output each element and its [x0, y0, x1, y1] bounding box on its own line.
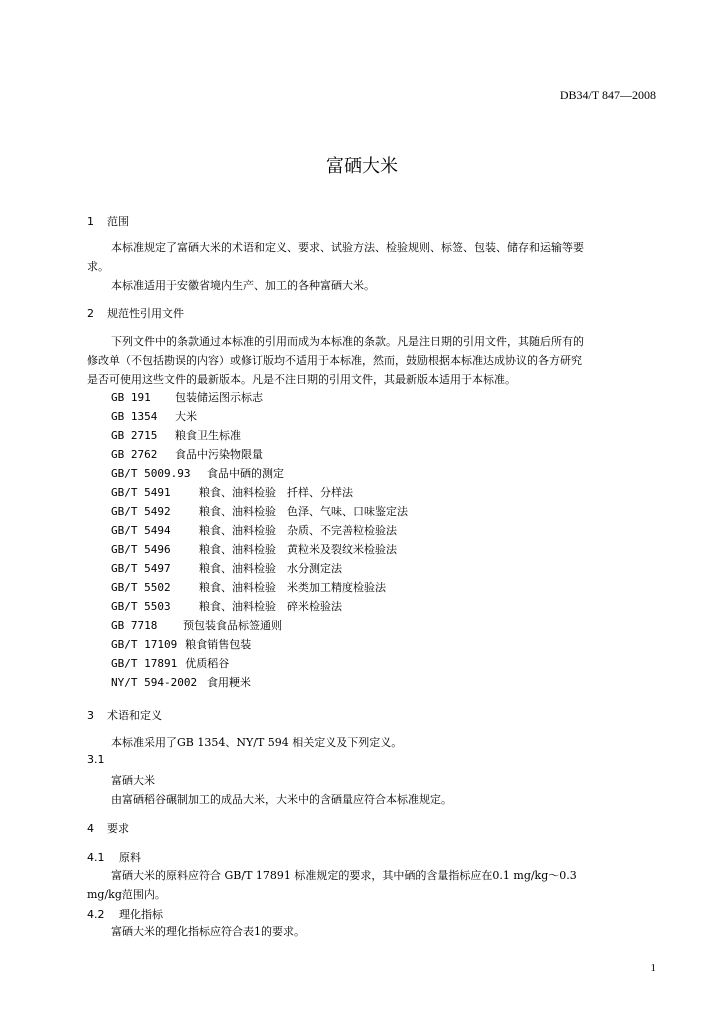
reference-code: GB/T 17109 — [111, 638, 178, 651]
reference-item — [111, 484, 353, 500]
reference-title: 粮食销售包装 — [185, 638, 252, 651]
reference-item — [111, 446, 263, 462]
raw-material-line: 富硒大米的原料应符合 GB/T 17891 标准规定的要求，其中硒的含量指标应在0.1 mg/kg～0.3 — [111, 869, 577, 882]
subsection-number: 4.2 — [87, 908, 105, 921]
references-intro-line: 下列文件中的条款通过本标准的引用而成为本标准的条款。凡是注日期的引用文件，其随后所有的 — [111, 335, 584, 348]
section-2-heading — [87, 305, 184, 321]
reference-item — [111, 560, 342, 576]
reference-code: GB/T 5491 — [111, 486, 171, 499]
section-title: 规范性引用文件 — [107, 307, 184, 320]
reference-code: GB 7718 — [111, 619, 158, 632]
reference-title: 粮食、油料检验 水分测定法 — [199, 562, 342, 575]
reference-item — [111, 541, 397, 557]
section-4-heading — [87, 820, 129, 836]
section-3-heading — [87, 707, 162, 723]
section-title: 范围 — [107, 215, 129, 228]
subsection-number: 4.1 — [87, 851, 105, 864]
reference-title: 预包装食品标签通则 — [183, 619, 282, 632]
reference-item — [111, 408, 197, 424]
section-number: 4 — [87, 822, 94, 835]
reference-title: 食用粳米 — [207, 676, 251, 689]
reference-item — [111, 636, 251, 652]
reference-code: GB/T 17891 — [111, 657, 178, 670]
reference-title: 粮食、油料检验 杂质、不完善粒检验法 — [199, 524, 397, 537]
reference-item — [111, 617, 282, 633]
reference-title: 优质稻谷 — [185, 657, 230, 670]
scope-paragraph-line: 求。 — [87, 260, 109, 273]
reference-code: GB 191 — [111, 391, 151, 404]
reference-item — [111, 598, 342, 614]
reference-code: NY/T 594-2002 — [111, 676, 198, 689]
reference-code: GB/T 5492 — [111, 505, 171, 518]
term-name: 富硒大米 — [111, 774, 155, 787]
page-number: 1 — [650, 962, 656, 974]
reference-code: GB/T 5497 — [111, 562, 171, 575]
subsection-title: 理化指标 — [119, 908, 163, 921]
reference-item — [111, 579, 386, 595]
terms-intro: 本标准采用了GB 1354、NY/T 594 相关定义及下列定义。 — [111, 736, 403, 749]
subsection-number: 3.1 — [87, 753, 105, 766]
reference-title: 粮食、油料检验 碎米检验法 — [199, 600, 342, 613]
reference-item — [111, 427, 241, 443]
reference-code: GB 2715 — [111, 429, 158, 442]
section-title: 要求 — [107, 822, 129, 835]
section-number: 1 — [87, 215, 94, 228]
reference-code: GB/T 5494 — [111, 524, 171, 537]
references-intro-line: 是否可使用这些文件的最新版本。凡是不注日期的引用文件，其最新版本适用于本标准。 — [87, 373, 516, 386]
term-definition: 由富硒稻谷碾制加工的成品大米，大米中的含硒量应符合本标准规定。 — [111, 793, 452, 806]
reference-code: GB/T 5496 — [111, 543, 171, 556]
reference-title: 食品中硒的测定 — [207, 467, 284, 480]
scope-paragraph: 本标准适用于安徽省境内生产、加工的各种富硒大米。 — [111, 279, 375, 292]
reference-title: 食品中污染物限量 — [175, 448, 263, 461]
reference-title: 大米 — [175, 410, 197, 423]
reference-item — [111, 465, 284, 481]
reference-item — [111, 522, 397, 538]
reference-code: GB/T 5503 — [111, 600, 171, 613]
standard-code: DB34/T 847—2008 — [559, 88, 656, 102]
subsection-4-1-heading — [87, 849, 141, 865]
subsection-4-2-heading — [87, 906, 163, 922]
reference-code: GB 1354 — [111, 410, 158, 423]
section-number: 2 — [87, 307, 94, 320]
reference-item — [111, 674, 251, 690]
section-1-heading — [87, 213, 129, 229]
reference-code: GB 2762 — [111, 448, 158, 461]
scope-paragraph-line: 本标准规定了富硒大米的术语和定义、要求、试验方法、检验规则、标签、包装、储存和运输等要 — [111, 241, 584, 254]
section-number: 3 — [87, 709, 94, 722]
reference-code: GB/T 5009.93 — [111, 467, 191, 480]
reference-title: 粮食卫生标准 — [175, 429, 241, 442]
physicochemical-line: 富硒大米的理化指标应符合表1的要求。 — [111, 925, 305, 938]
reference-title: 粮食、油料检验 米类加工精度检验法 — [199, 581, 386, 594]
reference-title: 包装储运图示标志 — [175, 391, 263, 404]
reference-item — [111, 389, 263, 405]
references-intro-line: 修改单（不包括勘误的内容）或修订版均不适用于本标准，然而，鼓励根据本标准达成协议的各方研究 — [87, 354, 582, 367]
raw-material-line: mg/kg范围内。 — [87, 888, 166, 901]
reference-title: 粮食、油料检验 色泽、气味、口味鉴定法 — [199, 505, 408, 518]
document-title: 富硒大米 — [326, 156, 398, 177]
reference-item — [111, 503, 408, 519]
subsection-title: 原料 — [119, 851, 141, 864]
reference-code: GB/T 5502 — [111, 581, 171, 594]
section-title: 术语和定义 — [107, 709, 162, 722]
reference-title: 粮食、油料检验 扦样、分样法 — [199, 486, 353, 499]
reference-item — [111, 655, 229, 671]
reference-title: 粮食、油料检验 黄粒米及裂纹米检验法 — [199, 543, 397, 556]
